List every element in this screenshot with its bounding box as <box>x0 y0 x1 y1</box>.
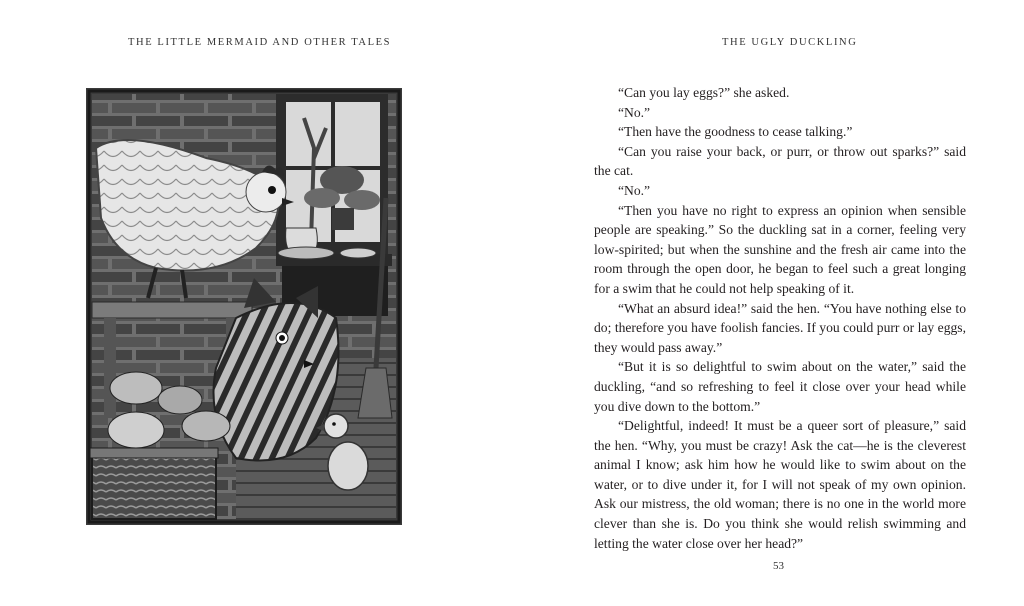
paragraph: “Can you lay eggs?” she asked. <box>618 85 790 100</box>
running-head-left: THE LITTLE MERMAID AND OTHER TALES <box>128 37 392 48</box>
paragraph: “What an absurd idea!” said the hen. “You have nothing else to do; therefore you have foolish fancies. If you could purr or lay eggs, they would pass away.” <box>594 300 966 355</box>
illustration <box>86 88 402 525</box>
paragraph: “Then you have no right to express an opinion when sensible people are speaking.” So the duckling sat in a corner, feeling very low-spirited; but when the sunshine and the fresh air came into the room through the open door, he began to feel such a great longing for a swim that he could not help speaking of it. <box>594 202 966 296</box>
running-head-right: THE UGLY DUCKLING <box>722 37 858 48</box>
paragraph: “Can you raise your back, or purr, or throw out sparks?” said the cat. <box>594 143 966 179</box>
paragraph: “No.” <box>618 104 651 120</box>
paragraph: “Then have the goodness to cease talking.” <box>618 124 853 140</box>
story-text <box>594 83 966 553</box>
paragraph: “No.” <box>618 182 651 198</box>
paragraph: “Delightful, indeed! It must be a queer sort of pleasure,” said the hen. “Why, you must be crazy! Ask the cat—he is the cleverest animal I know; ask him how he would like to swim about on the water, or to dive under it, for I will not speak of my own opinion. Ask our mistress, the old woman; there is no one in the world more clever than she is. Do you think she would relish swimming and letting the water close over her head?” <box>594 418 966 551</box>
paragraph: “But it is so delightful to swim about on the water,” said the duckling, “and so refreshing to feel it close over your head while you dive down to the bottom.” <box>594 359 966 414</box>
page-number: 53 <box>773 560 784 572</box>
